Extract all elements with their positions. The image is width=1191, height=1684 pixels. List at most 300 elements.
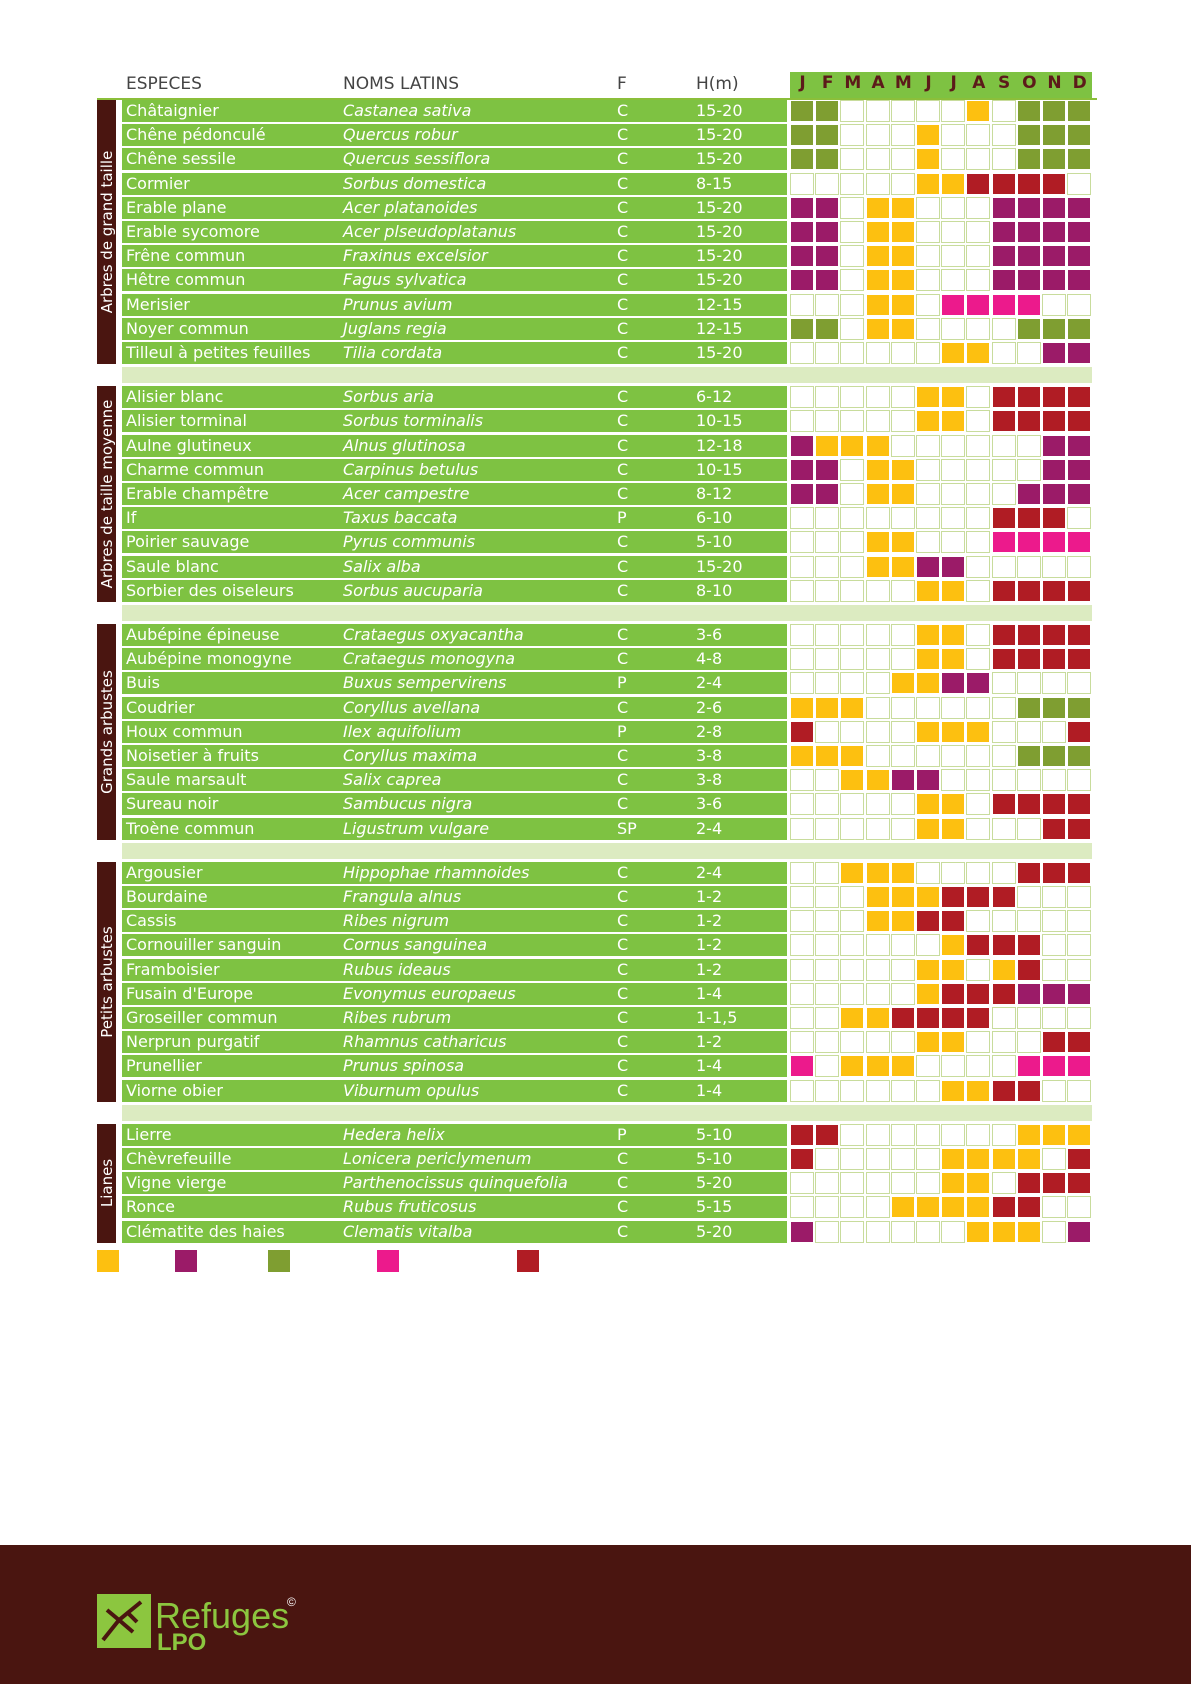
group-label	[97, 386, 116, 602]
month-cell-m4	[891, 818, 915, 840]
month-cell-a7	[966, 531, 990, 553]
month-cell-a3	[866, 721, 890, 743]
month-cell-n10	[1042, 934, 1066, 956]
group-label	[97, 100, 116, 364]
month-cell-j0	[790, 507, 814, 529]
height-range: 15-20	[696, 197, 743, 217]
month-cell-m4	[891, 386, 915, 408]
month-cell-j5	[916, 1124, 940, 1146]
month-cell-m2	[840, 173, 864, 195]
month-cell-f1	[815, 342, 839, 364]
month-cell-j5	[916, 245, 940, 267]
month-cell-j0	[790, 1007, 814, 1029]
month-cell-f1	[815, 1080, 839, 1102]
month-cell-f1	[815, 318, 839, 340]
month-cell-j6	[941, 556, 965, 578]
month-cell-f1	[815, 269, 839, 291]
latin-name: Frangula alnus	[343, 887, 462, 906]
latin-name: Acer campestre	[343, 484, 470, 503]
latin-name: Lonicera periclymenum	[343, 1149, 532, 1168]
month-cell-f1	[815, 1148, 839, 1170]
month-cell-s8	[992, 435, 1016, 457]
month-header-11: D	[1072, 73, 1087, 93]
month-cell-j6	[941, 459, 965, 481]
month-cell-n10	[1042, 818, 1066, 840]
row-background	[122, 1124, 787, 1146]
month-cell-j0	[790, 148, 814, 170]
month-cell-d11	[1067, 580, 1091, 602]
month-header-7: A	[972, 73, 986, 93]
height-range: 15-20	[696, 343, 743, 362]
month-cell-j5	[916, 1080, 940, 1102]
month-cell-o9	[1017, 1196, 1041, 1218]
month-cell-j6	[941, 862, 965, 884]
month-cell-j5	[916, 697, 940, 719]
month-cell-j0	[790, 624, 814, 646]
month-cell-d11	[1067, 1196, 1091, 1218]
month-cell-j0	[790, 1148, 814, 1170]
month-cell-j6	[941, 769, 965, 791]
fruit-type: SP	[617, 818, 637, 838]
species-name: Viorne obier	[126, 1080, 224, 1100]
month-cell-m2	[840, 697, 864, 719]
month-cell-m4	[891, 1080, 915, 1102]
month-cell-s8	[992, 269, 1016, 291]
month-cell-j5	[916, 886, 940, 908]
month-cell-j6	[941, 745, 965, 767]
month-cell-j5	[916, 721, 940, 743]
latin-name: Hedera helix	[343, 1124, 445, 1144]
height-range: 15-20	[696, 222, 743, 241]
month-cell-f1	[815, 983, 839, 1005]
month-cell-m2	[840, 721, 864, 743]
month-cell-o9	[1017, 959, 1041, 981]
month-cell-m4	[891, 483, 915, 505]
species-name: Saule marsault	[126, 770, 247, 790]
height-range: 6-12	[696, 387, 733, 407]
month-cell-o9	[1017, 148, 1041, 170]
month-cell-o9	[1017, 1148, 1041, 1170]
month-cell-f1	[815, 221, 839, 243]
month-cell-m2	[840, 862, 864, 884]
month-cell-f1	[815, 910, 839, 932]
month-cell-d11	[1067, 410, 1091, 432]
month-cell-j0	[790, 318, 814, 340]
month-cell-a3	[866, 342, 890, 364]
month-cell-o9	[1017, 818, 1041, 840]
month-cell-a3	[866, 1031, 890, 1053]
month-cell-f1	[815, 721, 839, 743]
month-cell-j6	[941, 1172, 965, 1194]
month-cell-n10	[1042, 886, 1066, 908]
fruit-type: C	[617, 435, 629, 455]
month-cell-f1	[815, 697, 839, 719]
month-cell-o9	[1017, 173, 1041, 195]
fruit-type: C	[617, 222, 629, 241]
latin-name: Hippophae rhamnoides	[343, 862, 530, 882]
month-header-10: N	[1047, 73, 1062, 93]
month-cell-a7	[966, 459, 990, 481]
month-cell-m4	[891, 624, 915, 646]
fruit-type: P	[617, 508, 627, 528]
month-cell-j5	[916, 435, 940, 457]
month-cell-a3	[866, 769, 890, 791]
height-range: 3-6	[696, 625, 723, 644]
month-cell-s8	[992, 483, 1016, 505]
month-cell-a7	[966, 410, 990, 432]
month-cell-m4	[891, 697, 915, 719]
height-range: 1-2	[696, 911, 723, 931]
month-cell-d11	[1067, 1080, 1091, 1102]
height-range: 2-8	[696, 721, 723, 741]
height-range: 2-4	[696, 818, 723, 838]
month-cell-n10	[1042, 245, 1066, 267]
month-cell-j5	[916, 1196, 940, 1218]
month-cell-a3	[866, 1124, 890, 1146]
month-cell-j0	[790, 1124, 814, 1146]
month-cell-a3	[866, 173, 890, 195]
month-cell-a3	[866, 1080, 890, 1102]
month-cell-f1	[815, 410, 839, 432]
month-cell-d11	[1067, 435, 1091, 457]
month-cell-j0	[790, 793, 814, 815]
month-cell-m4	[891, 556, 915, 578]
latin-name: Acer platanoides	[343, 197, 478, 217]
fruit-type: P	[617, 721, 627, 741]
month-cell-a3	[866, 1221, 890, 1243]
month-cell-j5	[916, 507, 940, 529]
species-name: Sorbier des oiseleurs	[126, 580, 294, 600]
fruit-type: C	[617, 746, 629, 765]
month-cell-a3	[866, 648, 890, 670]
month-cell-a7	[966, 1172, 990, 1194]
legend-swatch	[377, 1250, 399, 1272]
fruit-type: C	[617, 770, 629, 790]
month-cell-d11	[1067, 294, 1091, 316]
month-cell-j6	[941, 435, 965, 457]
month-cell-f1	[815, 1031, 839, 1053]
month-cell-a7	[966, 983, 990, 1005]
month-cell-n10	[1042, 1172, 1066, 1194]
month-cell-m2	[840, 769, 864, 791]
month-cell-o9	[1017, 1007, 1041, 1029]
month-cell-s8	[992, 124, 1016, 146]
month-cell-j6	[941, 910, 965, 932]
species-name: Lierre	[126, 1124, 172, 1144]
fruit-type: C	[617, 983, 629, 1003]
month-cell-m4	[891, 318, 915, 340]
month-cell-s8	[992, 983, 1016, 1005]
month-cell-m2	[840, 294, 864, 316]
height-range: 8-12	[696, 484, 733, 503]
month-cell-j0	[790, 269, 814, 291]
height-range: 1-2	[696, 1032, 723, 1052]
species-name: Charme commun	[126, 459, 264, 479]
month-cell-j5	[916, 1055, 940, 1077]
month-cell-m2	[840, 100, 864, 122]
month-cell-d11	[1067, 959, 1091, 981]
month-cell-d11	[1067, 721, 1091, 743]
species-name: Buis	[126, 673, 160, 693]
fruit-type: C	[617, 411, 629, 431]
month-cell-a7	[966, 318, 990, 340]
species-name: Erable plane	[126, 197, 227, 217]
latin-name: Rhamnus catharicus	[343, 1032, 507, 1052]
height-range: 3-8	[696, 770, 723, 790]
month-cell-s8	[992, 886, 1016, 908]
month-cell-m2	[840, 1080, 864, 1102]
group-label-text: Petits arbustes	[97, 926, 116, 1038]
latin-name: Salix caprea	[343, 770, 442, 790]
month-cell-j6	[941, 100, 965, 122]
month-cell-o9	[1017, 221, 1041, 243]
month-cell-a7	[966, 1007, 990, 1029]
month-cell-m2	[840, 793, 864, 815]
month-cell-a7	[966, 124, 990, 146]
month-cell-d11	[1067, 862, 1091, 884]
month-cell-m2	[840, 410, 864, 432]
month-cell-n10	[1042, 624, 1066, 646]
month-cell-m4	[891, 648, 915, 670]
month-cell-a7	[966, 697, 990, 719]
refuges-lpo-logo	[97, 1590, 307, 1652]
month-cell-n10	[1042, 342, 1066, 364]
month-cell-s8	[992, 1080, 1016, 1102]
height-range: 1-4	[696, 1056, 723, 1076]
month-cell-f1	[815, 793, 839, 815]
month-cell-n10	[1042, 269, 1066, 291]
month-cell-m4	[891, 459, 915, 481]
month-cell-a3	[866, 1196, 890, 1218]
month-cell-m4	[891, 173, 915, 195]
month-cell-m2	[840, 148, 864, 170]
month-cell-m2	[840, 245, 864, 267]
month-cell-j6	[941, 648, 965, 670]
month-cell-n10	[1042, 221, 1066, 243]
month-cell-d11	[1067, 148, 1091, 170]
height-range: 6-10	[696, 508, 733, 528]
height-range: 1-1,5	[696, 1008, 738, 1027]
species-name: Poirier sauvage	[126, 532, 250, 552]
month-cell-s8	[992, 959, 1016, 981]
month-cell-m4	[891, 148, 915, 170]
month-cell-j5	[916, 580, 940, 602]
month-cell-m4	[891, 769, 915, 791]
month-cell-d11	[1067, 531, 1091, 553]
month-cell-a3	[866, 1007, 890, 1029]
month-cell-n10	[1042, 1124, 1066, 1146]
species-name: Vigne vierge	[126, 1173, 227, 1193]
month-cell-o9	[1017, 410, 1041, 432]
month-cell-n10	[1042, 1148, 1066, 1170]
month-cell-f1	[815, 745, 839, 767]
month-cell-n10	[1042, 959, 1066, 981]
month-cell-j6	[941, 793, 965, 815]
month-cell-n10	[1042, 100, 1066, 122]
month-cell-a7	[966, 556, 990, 578]
month-cell-o9	[1017, 386, 1041, 408]
month-cell-a3	[866, 483, 890, 505]
month-cell-j0	[790, 386, 814, 408]
month-cell-j6	[941, 410, 965, 432]
latin-name: Sorbus torminalis	[343, 411, 484, 431]
month-cell-d11	[1067, 886, 1091, 908]
month-cell-m2	[840, 1031, 864, 1053]
month-cell-j5	[916, 959, 940, 981]
month-cell-o9	[1017, 672, 1041, 694]
month-cell-a3	[866, 580, 890, 602]
height-range: 5-10	[696, 532, 733, 552]
fruit-type: C	[617, 1056, 629, 1076]
month-cell-o9	[1017, 245, 1041, 267]
month-cell-a7	[966, 793, 990, 815]
month-cell-m4	[891, 221, 915, 243]
month-cell-f1	[815, 1221, 839, 1243]
month-cell-o9	[1017, 556, 1041, 578]
month-cell-j6	[941, 934, 965, 956]
month-cell-a3	[866, 1172, 890, 1194]
month-cell-o9	[1017, 435, 1041, 457]
month-cell-m4	[891, 934, 915, 956]
height-range: 3-8	[696, 746, 723, 765]
month-cell-o9	[1017, 793, 1041, 815]
month-cell-m2	[840, 886, 864, 908]
fruit-type: C	[617, 294, 629, 314]
month-cell-a3	[866, 148, 890, 170]
month-cell-s8	[992, 624, 1016, 646]
month-cell-j6	[941, 721, 965, 743]
month-cell-a3	[866, 624, 890, 646]
latin-name: Coryllus avellana	[343, 697, 481, 717]
month-cell-a3	[866, 507, 890, 529]
month-cell-o9	[1017, 862, 1041, 884]
fruit-type: C	[617, 625, 629, 644]
latin-name: Taxus baccata	[343, 508, 458, 528]
species-name: Prunellier	[126, 1056, 202, 1076]
group-label	[97, 1124, 116, 1243]
latin-name: Sambucus nigra	[343, 794, 473, 814]
row-background	[122, 556, 787, 578]
month-cell-d11	[1067, 197, 1091, 219]
month-cell-s8	[992, 1124, 1016, 1146]
month-header-9: O	[1022, 73, 1037, 93]
fruit-type: C	[617, 1149, 629, 1168]
height-range: 2-4	[696, 673, 723, 693]
month-cell-j0	[790, 410, 814, 432]
fruit-type: C	[617, 1080, 629, 1100]
species-name: Aulne glutineux	[126, 435, 252, 455]
month-cell-a3	[866, 1055, 890, 1077]
month-cell-n10	[1042, 862, 1066, 884]
latin-name: Quercus sessiflora	[343, 149, 491, 169]
month-cell-j5	[916, 769, 940, 791]
month-cell-j6	[941, 148, 965, 170]
month-cell-m2	[840, 959, 864, 981]
month-cell-n10	[1042, 148, 1066, 170]
month-cell-m4	[891, 1031, 915, 1053]
month-cell-a7	[966, 148, 990, 170]
month-cell-a7	[966, 818, 990, 840]
month-cell-a7	[966, 886, 990, 908]
fruit-type: C	[617, 173, 629, 193]
month-cell-j6	[941, 1055, 965, 1077]
latin-name: Acer plseudoplatanus	[343, 222, 517, 241]
height-range: 5-15	[696, 1197, 733, 1217]
species-name: Framboisier	[126, 959, 220, 979]
month-cell-s8	[992, 934, 1016, 956]
species-name: Merisier	[126, 294, 190, 314]
latin-name: Prunus avium	[343, 294, 453, 314]
month-cell-j5	[916, 1031, 940, 1053]
height-range: 15-20	[696, 246, 743, 266]
month-cell-j5	[916, 410, 940, 432]
month-cell-d11	[1067, 173, 1091, 195]
group-label-text: Arbres de grand taille	[97, 150, 116, 314]
month-cell-o9	[1017, 269, 1041, 291]
month-cell-j5	[916, 294, 940, 316]
month-cell-n10	[1042, 672, 1066, 694]
latin-name: Rubus ideaus	[343, 959, 451, 979]
month-cell-s8	[992, 910, 1016, 932]
month-cell-j0	[790, 294, 814, 316]
month-cell-j5	[916, 624, 940, 646]
height-range: 12-15	[696, 318, 743, 338]
height-range: 3-6	[696, 794, 723, 814]
month-cell-d11	[1067, 1148, 1091, 1170]
fruit-type: C	[617, 649, 629, 669]
month-cell-o9	[1017, 745, 1041, 767]
month-cell-d11	[1067, 100, 1091, 122]
month-cell-f1	[815, 124, 839, 146]
month-cell-a7	[966, 269, 990, 291]
month-cell-m4	[891, 197, 915, 219]
species-name: Ronce	[126, 1197, 175, 1217]
month-cell-m2	[840, 197, 864, 219]
month-cell-s8	[992, 1055, 1016, 1077]
month-cell-j5	[916, 793, 940, 815]
species-name: Erable sycomore	[126, 222, 260, 241]
month-cell-o9	[1017, 507, 1041, 529]
month-cell-d11	[1067, 1031, 1091, 1053]
month-cell-m4	[891, 1196, 915, 1218]
logo-sub: LPO	[157, 1629, 207, 1652]
month-cell-o9	[1017, 459, 1041, 481]
month-cell-m4	[891, 269, 915, 291]
month-cell-a3	[866, 100, 890, 122]
month-cell-j0	[790, 886, 814, 908]
month-cell-n10	[1042, 1196, 1066, 1218]
copyright-mark: ©	[287, 1595, 296, 1609]
header-h: H(m)	[696, 74, 739, 94]
month-cell-o9	[1017, 910, 1041, 932]
height-range: 1-4	[696, 1080, 723, 1100]
month-cell-f1	[815, 1124, 839, 1146]
month-cell-m2	[840, 648, 864, 670]
height-range: 5-20	[696, 1173, 733, 1193]
species-name: Aubépine monogyne	[126, 649, 292, 669]
month-cell-j0	[790, 173, 814, 195]
month-cell-j6	[941, 386, 965, 408]
month-cell-s8	[992, 862, 1016, 884]
header-especes: ESPECES	[126, 74, 202, 94]
month-cell-m2	[840, 745, 864, 767]
month-cell-j6	[941, 124, 965, 146]
month-cell-n10	[1042, 1221, 1066, 1243]
month-cell-m4	[891, 983, 915, 1005]
month-cell-m2	[840, 483, 864, 505]
month-cell-n10	[1042, 1055, 1066, 1077]
month-cell-j6	[941, 1221, 965, 1243]
